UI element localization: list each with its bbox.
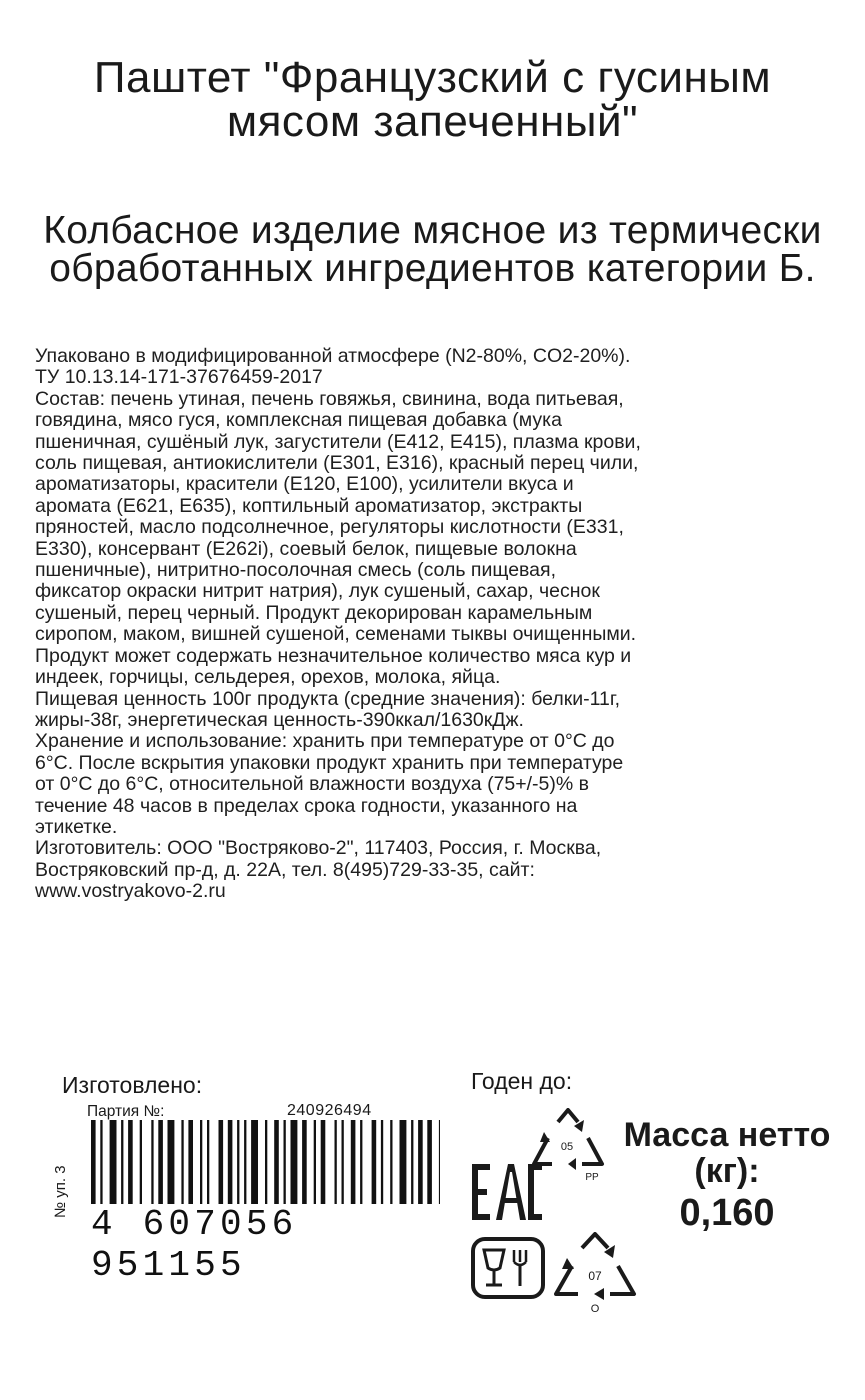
text-line: аромата (Е621, Е635), коптильный ароматизатор, экстракты [35,494,583,517]
composition-text [35,346,835,903]
text-line: течение 48 часов в пределах срока годности, указанного на [35,794,578,817]
text-line: соль пищевая, антиокислители (Е301, Е316), красный перец чили, [35,452,639,475]
text-line: сушеный, перец черный. Продукт декорирован карамельным [35,601,593,624]
eac-mark-icon [470,1162,542,1222]
text-line: Продукт может содержать незначительное количество мяса кур и [35,644,632,667]
text-line: ароматизаторы, красители (Е120, Е100), усилители вкуса и [35,473,574,496]
text-line: Е330), консервант (Е262i), соевый белок, пищевые волокна [35,537,577,560]
food-contact-glass-fork-icon [470,1236,546,1300]
text-line: этикетке. [35,815,118,838]
text-line: пшеничные), нитритно-посолочная смесь (соль пищевая, [35,559,556,582]
text-line: сиропом, маком, вишней сушеной, семенами тыквы очищенными. [35,623,637,646]
text-line: индеек, горчицы, сельдерея, орехов, молока, яйца. [35,666,501,689]
package-number-label: № уп. 3 [52,1165,69,1218]
text-line: Изготовитель: ООО "Востряково-2", 117403, Россия, г. Москва, [35,837,602,860]
text-line: жиры-38г, энергетическая ценность-390ккал/1630кДж. [35,708,524,731]
barcode-digits: 4 607056 951155 [89,1204,440,1286]
barcode [85,1120,440,1286]
recycle-07-o-icon [552,1232,638,1316]
recycle-pp-material: PP [585,1172,599,1183]
net-weight-label: Масса нетто (кг): [623,1116,831,1190]
text-line: говядина, мясо гуся, комплексная пищевая добавка (мука [35,409,562,432]
text-line: Востряковский пр-д, д. 22А, тел. 8(495)729-33-35, сайт: [35,858,535,881]
text-line: Пищевая ценность 100г продукта (средние значения): белки-11г, [35,687,621,710]
manufactured-date-label: Изготовлено: [62,1072,203,1098]
best-before-label: Годен до: [471,1068,573,1094]
text-line: пряностей, масло подсолнечное, регуляторы кислотности (Е331, [35,516,624,539]
text-line: www.vostryakovo-2.ru [35,880,226,903]
batch-label: Партия №: [87,1103,165,1120]
text-line: фиксатор окраски нитрит натрия), лук сушеный, сахар, чеснок [35,580,600,603]
recycle-07-number: 07 [588,1269,602,1283]
text-line: Упаковано в модифицированной атмосфере (N2-80%, CO2-20%). [35,345,631,367]
text-line: пшеничная, сушёный лук, загустители (Е412, Е415), плазма крови, [35,430,641,453]
batch-number: 240926494 [287,1102,372,1119]
text-line: ТУ 10.13.14-171-37676459-2017 [35,366,323,389]
text-line: Хранение и использование: хранить при температуре от 0°С до [35,730,615,753]
text-line: от 0°С до 6°С, относительной влажности воздуха (75+/-5)% в [35,773,590,796]
product-title: Паштет "Французский с гусиным мясом запеченный" [93,53,772,146]
recycle-07-material: O [590,1303,600,1315]
net-weight-value: 0,160 [679,1192,775,1234]
text-line: 6°С. После вскрытия упаковки продукт хранить при температуре [35,751,624,774]
text-line: Состав: печень утиная, печень говяжья, свинина, вода питьевая, [35,387,624,410]
product-subtitle: Колбасное изделие мясное из термически обработанных ингредиентов категории Б. [43,209,822,290]
recycle-pp-number: 05 [560,1141,574,1153]
